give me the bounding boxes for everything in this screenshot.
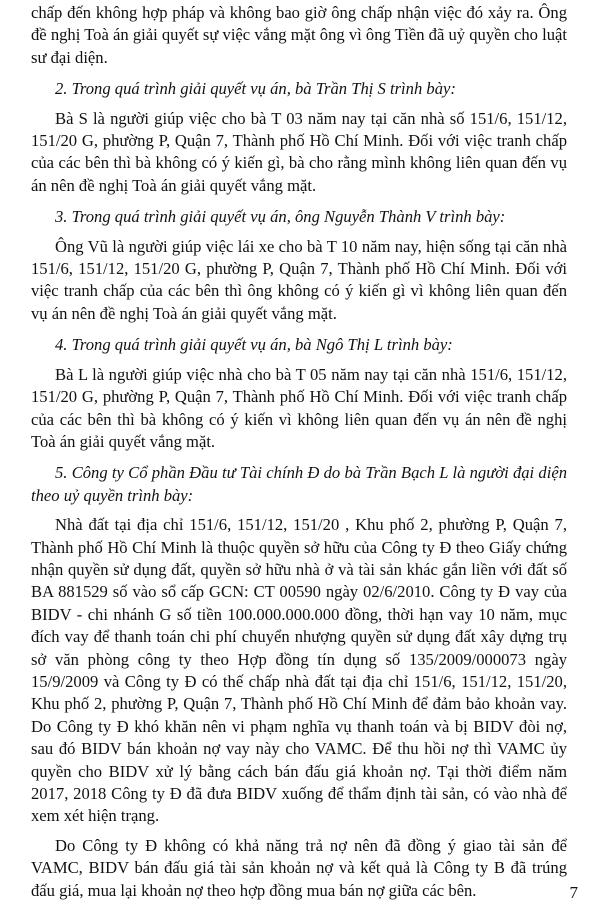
- section-heading-3: 3. Trong quá trình giải quyết vụ án, ông Nguyễn Thành V trình bày:: [55, 207, 506, 227]
- body-paragraph: Bà S là người giúp việc cho bà T 03 năm nay tại căn nhà số 151/6, 151/12, 151/20 G, phường P, Quận 7, Thành phố Hồ Chí Minh. Đối với việc tranh chấp của các bên thì bà không có ý kiến gì, bà cho rằng mình không liên quan đến vụ án nên đề nghị Toà án giải quyết vắng mặt.: [31, 108, 567, 195]
- body-paragraph: Bà L là người giúp việc nhà cho bà T 05 năm nay tại căn nhà 151/6, 151/12, 151/20 G, phường P, Quận 7, Thành phố Hồ Chí Minh. Đối với việc tranh chấp của các bên thì bà không có ý kiến vì không liên quan đến vụ án nên đề nghị Toà án giải quyết vắng mặt.: [31, 364, 567, 451]
- body-paragraph: Ông Vũ là người giúp việc lái xe cho bà T 10 năm nay, hiện sống tại căn nhà 151/6, 151/12, 151/20 G, phường P, Quận 7, Thành phố Hồ Chí Minh. Đối với việc tranh chấp của các bên thì ông không có ý kiến gì vì không liên quan đến vụ án nên đề nghị Toà án giải quyết vắng mặt.: [31, 236, 567, 323]
- body-paragraph: Nhà đất tại địa chỉ 151/6, 151/12, 151/20 , Khu phố 2, phường P, Quận 7, Thành phố Hồ Chí Minh là thuộc quyền sở hữu của Công ty Đ theo Giấy chứng nhận quyền sử dụng đất, quyền sở hữu nhà ở và tài sản khác gắn liền với đất số BA 881529 số vào sổ cấp GCN: CT 00590 ngày 02/6/2010. Công ty Đ vay của BIDV - chi nhánh G số tiền 100.000.000.000 đồng, thời hạn vay 10 năm, mục đích vay để thanh toán chi phí chuyển nhượng quyền sử dụng đất xây dựng trụ sở văn phòng công ty theo Hợp đồng tín dụng số 135/2009/000073 ngày 15/9/2009 và Công ty Đ có thế chấp nhà đất tại địa chỉ 151/6, 151/12, 151/20, Khu phố 2, phường P, Quận 7, Thành phố Hồ Chí Minh để đảm bảo khoản vay. Do Công ty Đ khó khăn nên vi phạm nghĩa vụ thanh toán và bị BIDV đòi nợ, sau đó BIDV bán khoản nợ vay này cho VAMC. Để thu hồi nợ thì VAMC ủy quyền cho BIDV xử lý bằng cách bán đấu giá khoản nợ. Tại thời điểm năm 2017, 2018 Công ty Đ đã đưa BIDV xuống để thẩm định tài sản, có vào nhà để xem xét hiện trạng.: [31, 515, 567, 826]
- section-heading-2: 2. Trong quá trình giải quyết vụ án, bà Trần Thị S trình bày:: [55, 79, 456, 99]
- page-number: 7: [569, 883, 578, 902]
- body-paragraph: Do Công ty Đ không có khả năng trả nợ nên đã đồng ý giao tài sản để VAMC, BIDV bán đấu giá tài sản khoản nợ và kết quả là Công ty B đã trúng đấu giá, mua lại khoản nợ theo hợp đồng mua bán nợ giữa các bên.: [31, 835, 567, 900]
- continuation-paragraph: chấp đến không hợp pháp và không bao giờ ông chấp nhận việc đó xảy ra. Ông đề nghị Toà án giải quyết sự việc vắng mặt ông vì ông Tiền đã uỷ quyền cho luật sư đại diện.: [31, 3, 567, 67]
- document-page: [31, 2, 567, 902]
- section-heading-4: 4. Trong quá trình giải quyết vụ án, bà Ngô Thị L trình bày:: [55, 335, 453, 355]
- section-heading-5: 5. Công ty Cổ phần Đầu tư Tài chính Đ do bà Trần Bạch L là người đại diện theo uỷ quyền trình bày:: [31, 463, 567, 505]
